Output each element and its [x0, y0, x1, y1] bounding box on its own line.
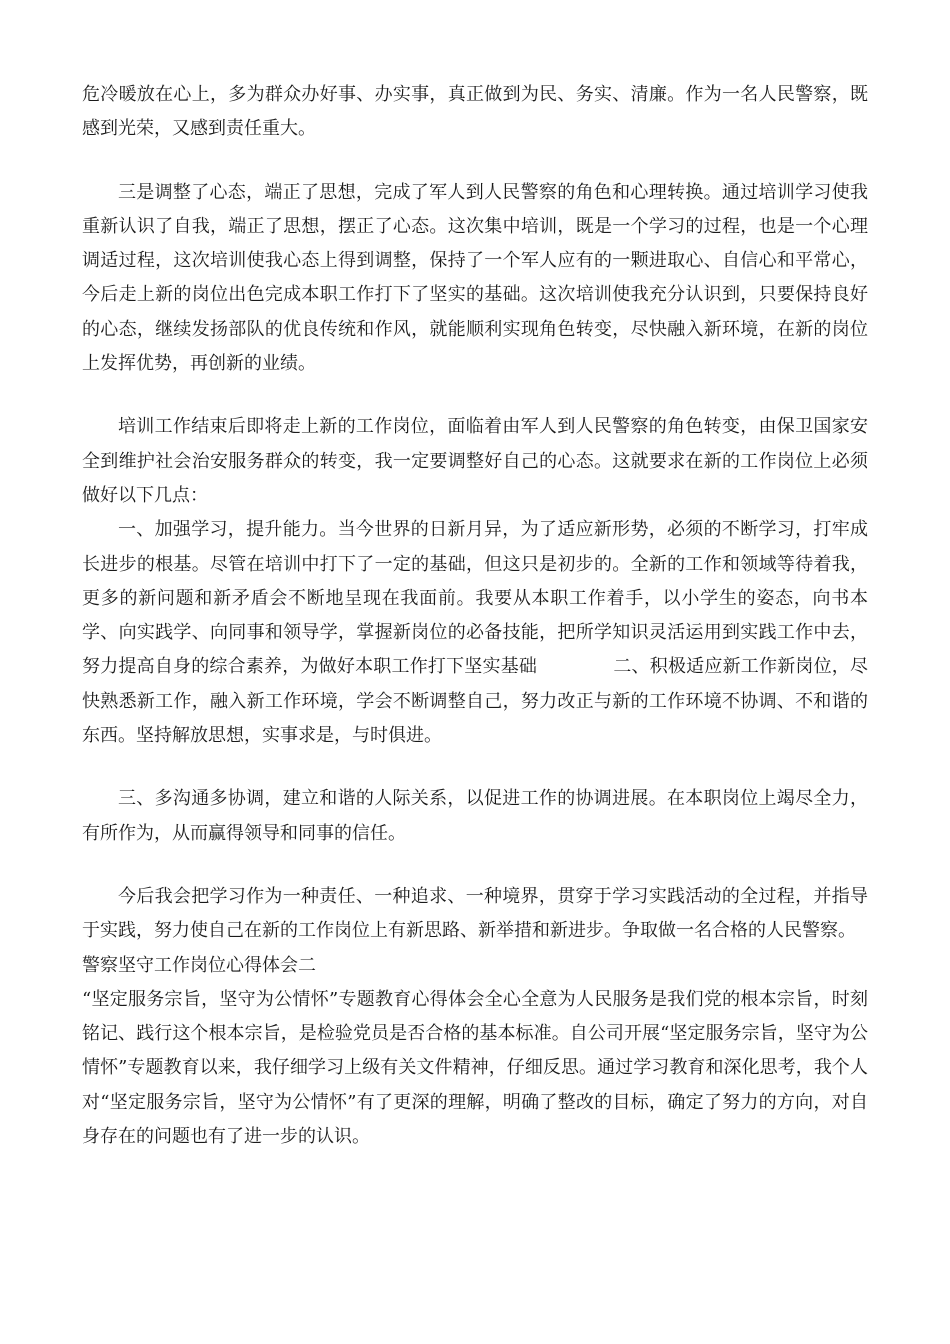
paragraph-4-part-1: 一、加强学习，提升能力。当今世界的日新月异，为了适应新形势，必须的不断学习，打牢成长进步的根基。尽管在培训中打下了一定的基础，但这只是初步的。全新的工作和领域等待着我，更多的新问题和新矛盾会不断地呈现在我面前。我要从本职工作着手，以小学生的姿态，向书本学、向实践学、向同事和领导学，掌握新岗位的必备技能，把所学知识灵活运用到实践工作中去，努力提高自身的综合素养，为做好本职工作打下坚实基础 [82, 519, 868, 678]
paragraph-5: 三、多沟通多协调，建立和谐的人际关系，以促进工作的协调进展。在本职岗位上竭尽全力，有所作为，从而赢得领导和同事的信任。 [82, 788, 868, 844]
paragraph-2: 三是调整了心态，端正了思想，完成了军人到人民警察的角色和心理转换。通过培训学习使我重新认识了自我，端正了思想，摆正了心态。这次集中培训，既是一个学习的过程，也是一个心理调适过程，这次培训使我心态上得到调整，保持了一个军人应有的一颗进取心、自信心和平常心，今后走上新的岗位出色完成本职工作打下了坚实的基础。这次培训使我充分认识到，只要保持良好的心态，继续发扬部队的优良传统和作风，就能顺利实现角色转变，尽快融入新环境，在新的岗位上发挥优势，再创新的业绩。 [82, 181, 868, 375]
paragraph-1: 危冷暖放在心上，多为群众办好事、办实事，真正做到为民、务实、清廉。作为一名人民警察，既感到光荣，又感到责任重大。 [82, 84, 868, 140]
paragraph-6: 今后我会把学习作为一种责任、一种追求、一种境界，贯穿于学习实践活动的全过程，并指导于实践，努力使自己在新的工作岗位上有新思路、新举措和新进步。争取做一名合格的人民警察。 [82, 885, 868, 942]
document-page [82, 78, 868, 1154]
paragraph-4 [82, 513, 868, 753]
paragraph-7: “坚定服务宗旨，坚守为公情怀”专题教育心得体会全心全意为人民服务是我们党的根本宗旨，时刻铭记、践行这个根本宗旨，是检验党员是否合格的基本标准。自公司开展“坚定服务宗旨，坚守为公情怀”专题教育以来，我仔细学习上级有关文件精神，仔细反思。通过学习教育和深化思考，我个人对“坚定服务宗旨，坚守为公情怀”有了更深的理解，明确了整改的目标，确定了努力的方向，对自身存在的问题也有了进一步的认识。 [82, 988, 868, 1148]
paragraph-3: 培训工作结束后即将走上新的工作岗位，面临着由军人到人民警察的角色转变，由保卫国家安全到维护社会治安服务群众的转变，我一定要调整好自己的心态。这就要求在新的工作岗位上必须做好以下几点： [82, 416, 868, 506]
paragraph-4-part-2: 二、积极适应新工作新岗位，尽快熟悉新工作，融入新工作环境，学会不断调整自己，努力改正与新的工作环境不协调、不和谐的东西。坚持解放思想，实事求是，与时俱进。 [82, 656, 869, 747]
section-heading-2: 警察坚守工作岗位心得体会二 [82, 954, 316, 976]
